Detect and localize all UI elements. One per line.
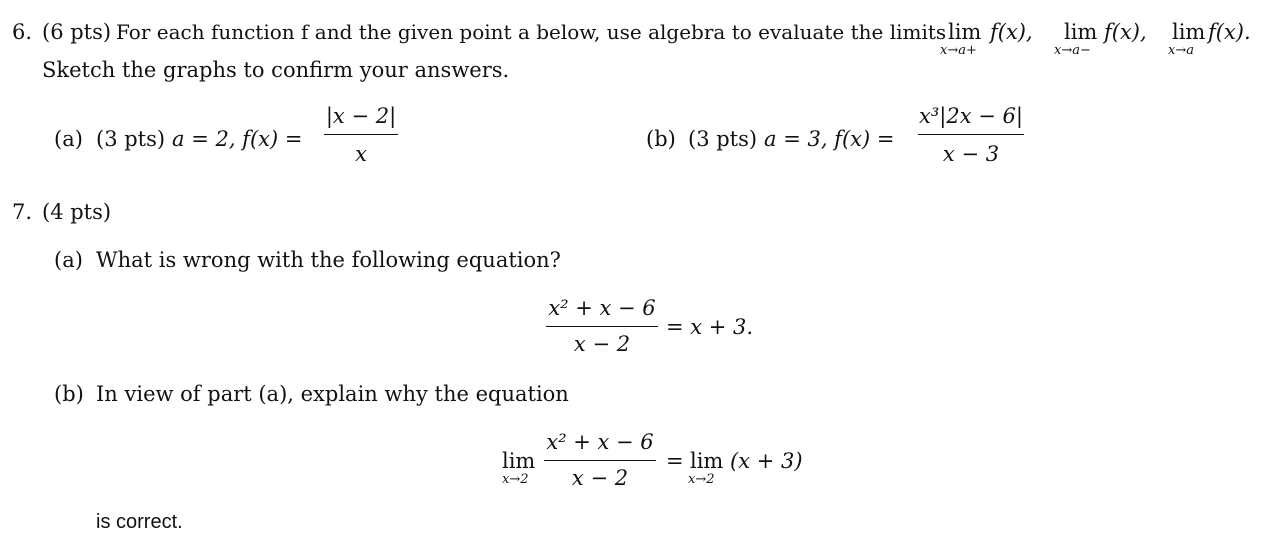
problem6a-given: a = 2, f(x) = (172, 127, 303, 151)
problem7b-rhs: (x + 3) (730, 449, 803, 473)
fraction-denominator: x − 3 (942, 142, 1000, 166)
fraction-bar (324, 134, 398, 135)
lim-word: lim (948, 20, 982, 44)
fraction-numerator: x² + x − 6 (546, 430, 654, 454)
fraction-numerator: x² + x − 6 (548, 296, 656, 320)
problem6a-label: (a) (54, 127, 83, 151)
problem6b-fraction (918, 104, 1024, 166)
problem7a-question: What is wrong with the following equation? (96, 248, 561, 272)
lim-word: lim (1172, 20, 1206, 44)
problem6-limit-2-sub: x→a− (1054, 43, 1091, 58)
problem7b-lim-right: lim (690, 449, 724, 473)
problem6-limit-3-expr: f(x). (1208, 20, 1251, 44)
problem6a-fraction (324, 104, 398, 166)
lim-word: lim (1064, 20, 1098, 44)
problem7-number: 7. (12, 200, 33, 224)
problem6b-points: (3 pts) (688, 127, 758, 151)
fraction-denominator: x (355, 142, 367, 166)
fraction-bar (544, 460, 656, 461)
problem6-limit-3-sub: x→a (1168, 43, 1194, 58)
problem7b-lim-left-sub: x→2 (502, 472, 529, 487)
problem6-limit-2 (1064, 22, 1097, 43)
problem7b-equals: = (666, 449, 684, 473)
problem6-number: 6. (12, 20, 33, 44)
problem6b-label: (b) (646, 127, 676, 151)
problem6-limit-1-sub: x→a+ (940, 43, 977, 58)
problem6-statement: For each function f and the given point a below, use algebra to evaluate the limits (116, 20, 947, 44)
problem6-limit-3 (1172, 22, 1205, 43)
fraction-denominator: x − 2 (571, 466, 629, 490)
problem7b-question: In view of part (a), explain why the equation (96, 382, 569, 406)
problem6b-given: a = 3, f(x) = (764, 127, 895, 151)
fraction-bar (918, 134, 1024, 135)
problem7b-closing: is correct. (96, 511, 183, 533)
problem6a-points: (3 pts) (96, 127, 166, 151)
problem7a-fraction (546, 296, 658, 358)
problem7b-lim-right-sub: x→2 (688, 472, 715, 487)
problem7b-fraction (544, 430, 656, 492)
problem7a-rhs: = x + 3. (666, 315, 754, 339)
problem6-limit-1-expr: f(x), (990, 20, 1033, 44)
problem6-points: (6 pts) (42, 20, 112, 44)
fraction-bar (546, 326, 658, 327)
fraction-denominator: x − 2 (573, 332, 631, 356)
problem7b-lim-left: lim (502, 449, 536, 473)
problem6-line2: Sketch the graphs to confirm your answers. (42, 58, 510, 82)
problem7-points: (4 pts) (42, 200, 112, 224)
problem6-limit-2-expr: f(x), (1104, 20, 1147, 44)
problem6-limit-1 (948, 22, 981, 43)
problem7b-label: (b) (54, 382, 84, 406)
problem7a-label: (a) (54, 248, 83, 272)
fraction-numerator: |x − 2| (325, 104, 397, 128)
fraction-numerator: x³|2x − 6| (919, 104, 1023, 128)
